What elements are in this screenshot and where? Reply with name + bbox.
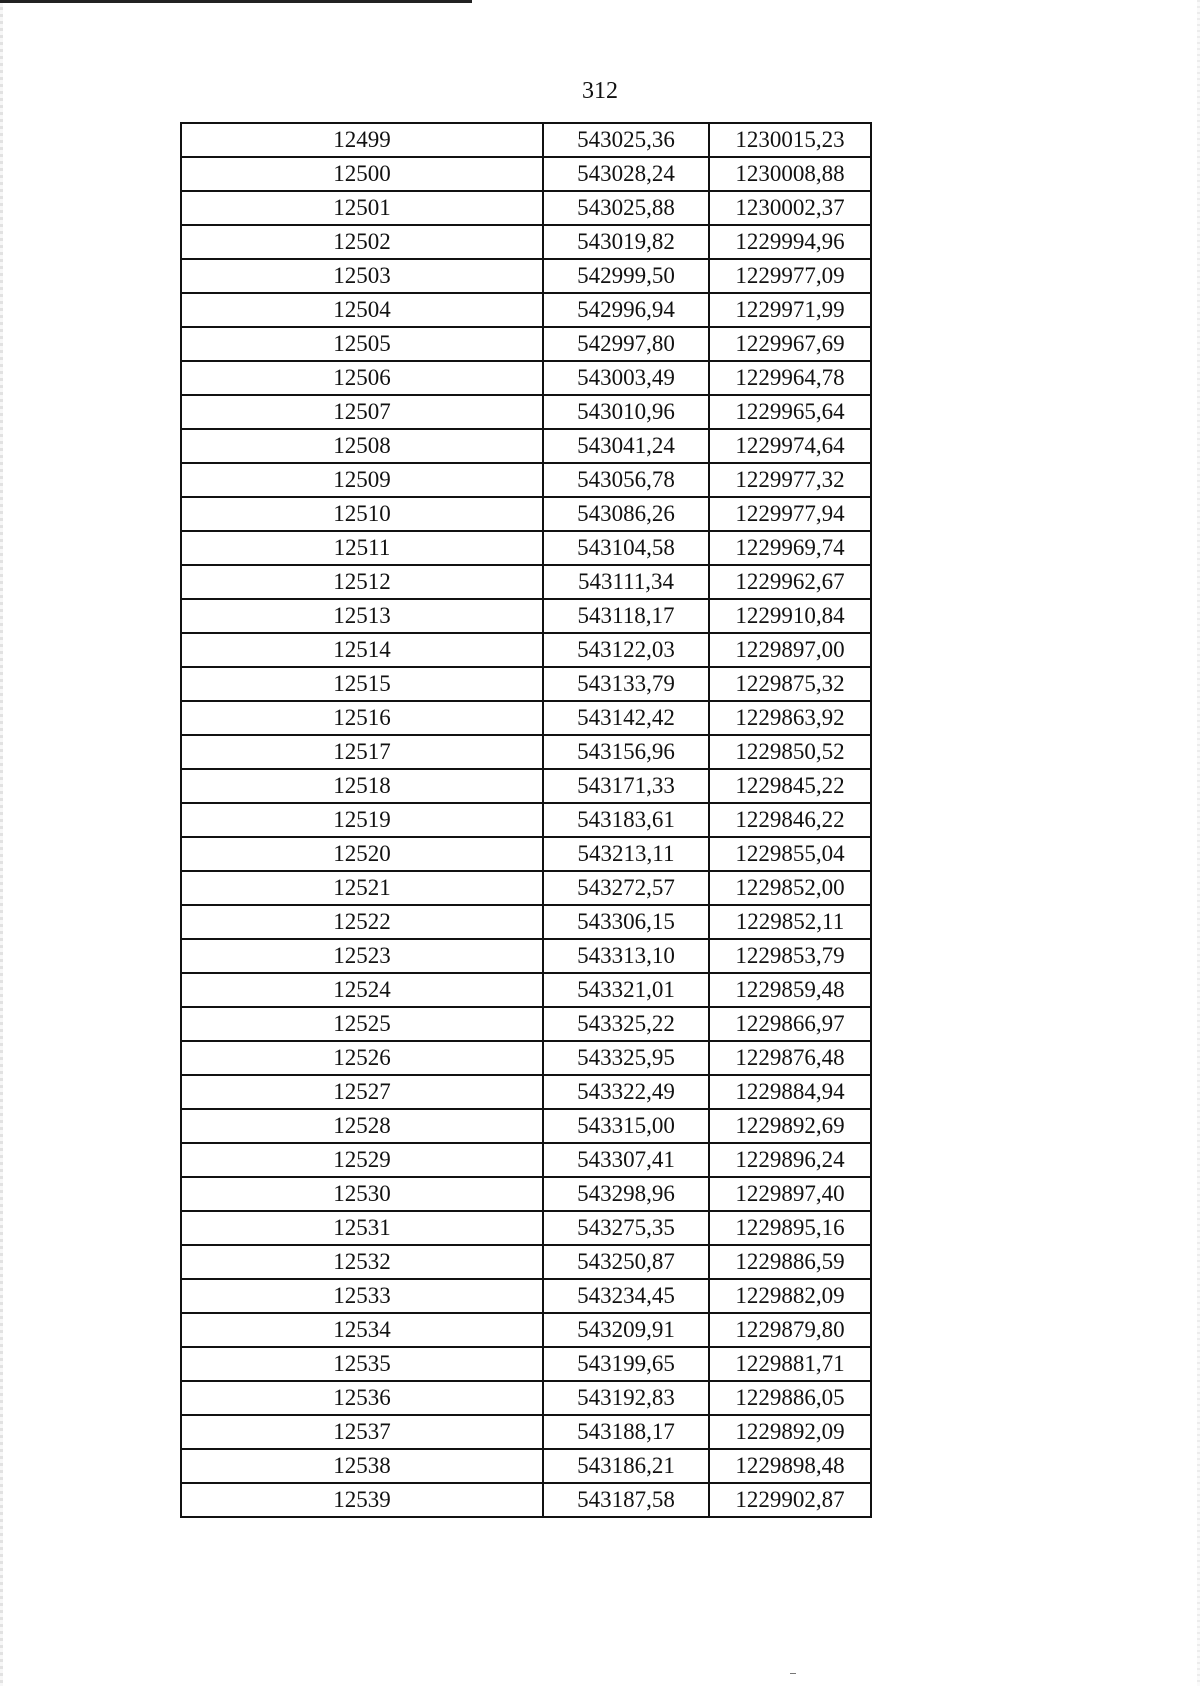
y-coordinate-cell: 1229881,71 bbox=[709, 1347, 871, 1381]
y-coordinate-cell: 1229863,92 bbox=[709, 701, 871, 735]
point-number-cell: 12534 bbox=[181, 1313, 543, 1347]
table-row bbox=[181, 1109, 871, 1143]
y-coordinate-cell: 1230015,23 bbox=[709, 123, 871, 157]
table-row bbox=[181, 565, 871, 599]
table-row bbox=[181, 1347, 871, 1381]
y-coordinate-cell: 1229892,09 bbox=[709, 1415, 871, 1449]
table-row bbox=[181, 429, 871, 463]
point-number-cell: 12511 bbox=[181, 531, 543, 565]
x-coordinate-cell: 543025,36 bbox=[543, 123, 709, 157]
x-coordinate-cell: 543118,17 bbox=[543, 599, 709, 633]
table-row bbox=[181, 259, 871, 293]
point-number-cell: 12520 bbox=[181, 837, 543, 871]
x-coordinate-cell: 543028,24 bbox=[543, 157, 709, 191]
point-number-cell: 12536 bbox=[181, 1381, 543, 1415]
y-coordinate-cell: 1229977,94 bbox=[709, 497, 871, 531]
y-coordinate-cell: 1229884,94 bbox=[709, 1075, 871, 1109]
x-coordinate-cell: 543187,58 bbox=[543, 1483, 709, 1517]
table-row bbox=[181, 633, 871, 667]
table-row bbox=[181, 497, 871, 531]
point-number-cell: 12525 bbox=[181, 1007, 543, 1041]
point-number-cell: 12519 bbox=[181, 803, 543, 837]
x-coordinate-cell: 543325,95 bbox=[543, 1041, 709, 1075]
table-row bbox=[181, 191, 871, 225]
x-coordinate-cell: 543142,42 bbox=[543, 701, 709, 735]
x-coordinate-cell: 542997,80 bbox=[543, 327, 709, 361]
point-number-cell: 12507 bbox=[181, 395, 543, 429]
table-row bbox=[181, 1449, 871, 1483]
x-coordinate-cell: 543307,41 bbox=[543, 1143, 709, 1177]
point-number-cell: 12524 bbox=[181, 973, 543, 1007]
page-number: 312 bbox=[582, 78, 618, 104]
x-coordinate-cell: 543025,88 bbox=[543, 191, 709, 225]
x-coordinate-cell: 543183,61 bbox=[543, 803, 709, 837]
y-coordinate-cell: 1229845,22 bbox=[709, 769, 871, 803]
point-number-cell: 12518 bbox=[181, 769, 543, 803]
y-coordinate-cell: 1229964,78 bbox=[709, 361, 871, 395]
point-number-cell: 12503 bbox=[181, 259, 543, 293]
x-coordinate-cell: 543056,78 bbox=[543, 463, 709, 497]
table-row bbox=[181, 1483, 871, 1517]
x-coordinate-cell: 542996,94 bbox=[543, 293, 709, 327]
y-coordinate-cell: 1230008,88 bbox=[709, 157, 871, 191]
table-row bbox=[181, 871, 871, 905]
x-coordinate-cell: 543275,35 bbox=[543, 1211, 709, 1245]
point-number-cell: 12517 bbox=[181, 735, 543, 769]
table-row bbox=[181, 973, 871, 1007]
table-row bbox=[181, 463, 871, 497]
table-row bbox=[181, 361, 871, 395]
point-number-cell: 12500 bbox=[181, 157, 543, 191]
point-number-cell: 12526 bbox=[181, 1041, 543, 1075]
point-number-cell: 12515 bbox=[181, 667, 543, 701]
point-number-cell: 12504 bbox=[181, 293, 543, 327]
y-coordinate-cell: 1229898,48 bbox=[709, 1449, 871, 1483]
coordinates-table bbox=[180, 122, 872, 1518]
point-number-cell: 12501 bbox=[181, 191, 543, 225]
y-coordinate-cell: 1229852,00 bbox=[709, 871, 871, 905]
table-row bbox=[181, 225, 871, 259]
y-coordinate-cell: 1229910,84 bbox=[709, 599, 871, 633]
point-number-cell: 12512 bbox=[181, 565, 543, 599]
point-number-cell: 12509 bbox=[181, 463, 543, 497]
point-number-cell: 12535 bbox=[181, 1347, 543, 1381]
x-coordinate-cell: 543272,57 bbox=[543, 871, 709, 905]
x-coordinate-cell: 543188,17 bbox=[543, 1415, 709, 1449]
x-coordinate-cell: 543156,96 bbox=[543, 735, 709, 769]
point-number-cell: 12539 bbox=[181, 1483, 543, 1517]
x-coordinate-cell: 543298,96 bbox=[543, 1177, 709, 1211]
point-number-cell: 12533 bbox=[181, 1279, 543, 1313]
y-coordinate-cell: 1229846,22 bbox=[709, 803, 871, 837]
table-row bbox=[181, 1075, 871, 1109]
y-coordinate-cell: 1229971,99 bbox=[709, 293, 871, 327]
point-number-cell: 12523 bbox=[181, 939, 543, 973]
y-coordinate-cell: 1229965,64 bbox=[709, 395, 871, 429]
y-coordinate-cell: 1229866,97 bbox=[709, 1007, 871, 1041]
point-number-cell: 12532 bbox=[181, 1245, 543, 1279]
table-row bbox=[181, 1381, 871, 1415]
table-row bbox=[181, 803, 871, 837]
y-coordinate-cell: 1229875,32 bbox=[709, 667, 871, 701]
point-number-cell: 12527 bbox=[181, 1075, 543, 1109]
table-row bbox=[181, 905, 871, 939]
table-row bbox=[181, 769, 871, 803]
x-coordinate-cell: 543041,24 bbox=[543, 429, 709, 463]
scan-speck bbox=[790, 1673, 796, 1674]
coordinates-table-body bbox=[181, 123, 871, 1517]
y-coordinate-cell: 1229977,32 bbox=[709, 463, 871, 497]
x-coordinate-cell: 543321,01 bbox=[543, 973, 709, 1007]
y-coordinate-cell: 1229852,11 bbox=[709, 905, 871, 939]
table-row bbox=[181, 123, 871, 157]
x-coordinate-cell: 543104,58 bbox=[543, 531, 709, 565]
y-coordinate-cell: 1229967,69 bbox=[709, 327, 871, 361]
table-row bbox=[181, 1211, 871, 1245]
x-coordinate-cell: 543213,11 bbox=[543, 837, 709, 871]
y-coordinate-cell: 1229886,05 bbox=[709, 1381, 871, 1415]
table-row bbox=[181, 531, 871, 565]
table-row bbox=[181, 735, 871, 769]
table-row bbox=[181, 1177, 871, 1211]
y-coordinate-cell: 1229962,67 bbox=[709, 565, 871, 599]
y-coordinate-cell: 1229994,96 bbox=[709, 225, 871, 259]
point-number-cell: 12537 bbox=[181, 1415, 543, 1449]
point-number-cell: 12505 bbox=[181, 327, 543, 361]
table-row bbox=[181, 837, 871, 871]
y-coordinate-cell: 1229855,04 bbox=[709, 837, 871, 871]
y-coordinate-cell: 1229859,48 bbox=[709, 973, 871, 1007]
y-coordinate-cell: 1229876,48 bbox=[709, 1041, 871, 1075]
y-coordinate-cell: 1229850,52 bbox=[709, 735, 871, 769]
x-coordinate-cell: 543209,91 bbox=[543, 1313, 709, 1347]
point-number-cell: 12521 bbox=[181, 871, 543, 905]
table-row bbox=[181, 1415, 871, 1449]
x-coordinate-cell: 543234,45 bbox=[543, 1279, 709, 1313]
y-coordinate-cell: 1229977,09 bbox=[709, 259, 871, 293]
table-row bbox=[181, 1041, 871, 1075]
y-coordinate-cell: 1230002,37 bbox=[709, 191, 871, 225]
x-coordinate-cell: 543325,22 bbox=[543, 1007, 709, 1041]
x-coordinate-cell: 543192,83 bbox=[543, 1381, 709, 1415]
y-coordinate-cell: 1229895,16 bbox=[709, 1211, 871, 1245]
table-row bbox=[181, 1245, 871, 1279]
table-row bbox=[181, 395, 871, 429]
x-coordinate-cell: 543010,96 bbox=[543, 395, 709, 429]
point-number-cell: 12502 bbox=[181, 225, 543, 259]
point-number-cell: 12528 bbox=[181, 1109, 543, 1143]
point-number-cell: 12522 bbox=[181, 905, 543, 939]
y-coordinate-cell: 1229886,59 bbox=[709, 1245, 871, 1279]
x-coordinate-cell: 543019,82 bbox=[543, 225, 709, 259]
x-coordinate-cell: 543315,00 bbox=[543, 1109, 709, 1143]
x-coordinate-cell: 543086,26 bbox=[543, 497, 709, 531]
top-rule bbox=[0, 0, 472, 3]
table-row bbox=[181, 157, 871, 191]
table-row bbox=[181, 599, 871, 633]
y-coordinate-cell: 1229879,80 bbox=[709, 1313, 871, 1347]
y-coordinate-cell: 1229902,87 bbox=[709, 1483, 871, 1517]
y-coordinate-cell: 1229892,69 bbox=[709, 1109, 871, 1143]
x-coordinate-cell: 543306,15 bbox=[543, 905, 709, 939]
point-number-cell: 12508 bbox=[181, 429, 543, 463]
scan-left-edge bbox=[0, 0, 3, 1686]
point-number-cell: 12538 bbox=[181, 1449, 543, 1483]
x-coordinate-cell: 543313,10 bbox=[543, 939, 709, 973]
point-number-cell: 12513 bbox=[181, 599, 543, 633]
x-coordinate-cell: 543133,79 bbox=[543, 667, 709, 701]
table-row bbox=[181, 667, 871, 701]
point-number-cell: 12506 bbox=[181, 361, 543, 395]
x-coordinate-cell: 543003,49 bbox=[543, 361, 709, 395]
x-coordinate-cell: 543186,21 bbox=[543, 1449, 709, 1483]
x-coordinate-cell: 543322,49 bbox=[543, 1075, 709, 1109]
y-coordinate-cell: 1229897,40 bbox=[709, 1177, 871, 1211]
point-number-cell: 12516 bbox=[181, 701, 543, 735]
y-coordinate-cell: 1229853,79 bbox=[709, 939, 871, 973]
table-row bbox=[181, 1007, 871, 1041]
table-row bbox=[181, 1279, 871, 1313]
table-row bbox=[181, 293, 871, 327]
y-coordinate-cell: 1229974,64 bbox=[709, 429, 871, 463]
y-coordinate-cell: 1229897,00 bbox=[709, 633, 871, 667]
point-number-cell: 12514 bbox=[181, 633, 543, 667]
x-coordinate-cell: 543111,34 bbox=[543, 565, 709, 599]
x-coordinate-cell: 542999,50 bbox=[543, 259, 709, 293]
table-row bbox=[181, 327, 871, 361]
x-coordinate-cell: 543122,03 bbox=[543, 633, 709, 667]
x-coordinate-cell: 543199,65 bbox=[543, 1347, 709, 1381]
point-number-cell: 12530 bbox=[181, 1177, 543, 1211]
x-coordinate-cell: 543250,87 bbox=[543, 1245, 709, 1279]
y-coordinate-cell: 1229896,24 bbox=[709, 1143, 871, 1177]
x-coordinate-cell: 543171,33 bbox=[543, 769, 709, 803]
point-number-cell: 12529 bbox=[181, 1143, 543, 1177]
table-row bbox=[181, 1313, 871, 1347]
table-row bbox=[181, 1143, 871, 1177]
table-row bbox=[181, 701, 871, 735]
point-number-cell: 12531 bbox=[181, 1211, 543, 1245]
y-coordinate-cell: 1229882,09 bbox=[709, 1279, 871, 1313]
table-row bbox=[181, 939, 871, 973]
y-coordinate-cell: 1229969,74 bbox=[709, 531, 871, 565]
point-number-cell: 12510 bbox=[181, 497, 543, 531]
point-number-cell: 12499 bbox=[181, 123, 543, 157]
